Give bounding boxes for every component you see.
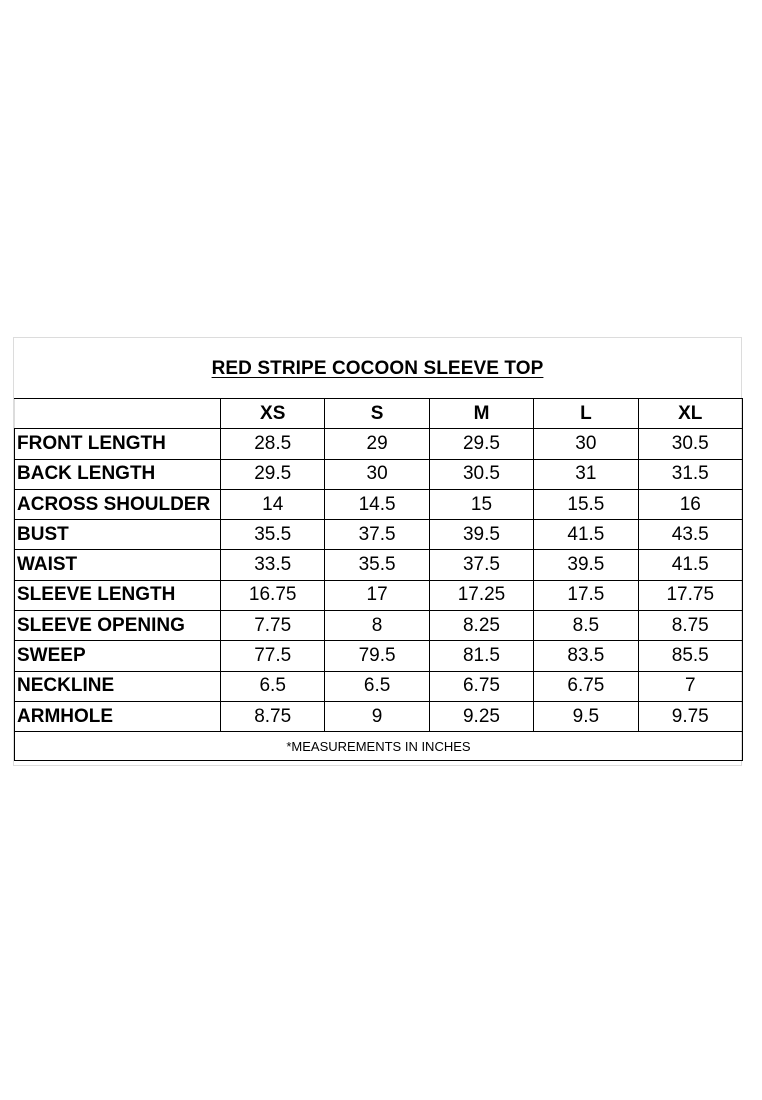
measurement-value: 37.5	[325, 520, 429, 550]
table-row	[15, 520, 743, 550]
measurement-value: 15.5	[534, 489, 638, 519]
note-row	[15, 732, 743, 761]
measurement-value: 29.5	[429, 429, 533, 459]
table-row	[15, 671, 743, 701]
measurement-value: 33.5	[221, 550, 325, 580]
measurement-value: 8.75	[221, 701, 325, 731]
measurement-value: 41.5	[534, 520, 638, 550]
measurement-value: 7	[638, 671, 742, 701]
measurement-value: 31.5	[638, 459, 742, 489]
chart-title: RED STRIPE COCOON SLEEVE TOP	[211, 358, 544, 379]
table-body	[15, 429, 743, 732]
table-row	[15, 611, 743, 641]
measurement-value: 30	[534, 429, 638, 459]
measurement-label: NECKLINE	[15, 671, 221, 701]
measurement-value: 9	[325, 701, 429, 731]
measurement-value: 9.75	[638, 701, 742, 731]
table-row	[15, 641, 743, 671]
measurement-note: *MEASUREMENTS IN INCHES	[15, 732, 743, 761]
measurement-value: 14	[221, 489, 325, 519]
table-row	[15, 550, 743, 580]
size-header-m: M	[429, 399, 533, 429]
measurement-value: 17.25	[429, 580, 533, 610]
table-row	[15, 580, 743, 610]
size-header-xl: XL	[638, 399, 742, 429]
measurement-value: 30.5	[638, 429, 742, 459]
measurement-value: 37.5	[429, 550, 533, 580]
measurement-value: 30	[325, 459, 429, 489]
measurement-value: 14.5	[325, 489, 429, 519]
measurement-value: 6.5	[325, 671, 429, 701]
measurement-value: 39.5	[429, 520, 533, 550]
measurement-value: 43.5	[638, 520, 742, 550]
measurement-value: 8.75	[638, 611, 742, 641]
measurement-label: BUST	[15, 520, 221, 550]
size-table	[14, 398, 743, 761]
header-row	[15, 399, 743, 429]
measurement-value: 8.25	[429, 611, 533, 641]
measurement-value: 16	[638, 489, 742, 519]
measurement-value: 15	[429, 489, 533, 519]
size-chart	[13, 337, 742, 766]
measurement-value: 41.5	[638, 550, 742, 580]
size-header-l: L	[534, 399, 638, 429]
measurement-value: 9.5	[534, 701, 638, 731]
measurement-value: 8.5	[534, 611, 638, 641]
measurement-value: 85.5	[638, 641, 742, 671]
measurement-value: 35.5	[221, 520, 325, 550]
title-row	[14, 338, 741, 398]
measurement-value: 9.25	[429, 701, 533, 731]
table-row	[15, 459, 743, 489]
measurement-label: SWEEP	[15, 641, 221, 671]
measurement-value: 17	[325, 580, 429, 610]
measurement-value: 17.5	[534, 580, 638, 610]
measurement-label: BACK LENGTH	[15, 459, 221, 489]
measurement-label: ARMHOLE	[15, 701, 221, 731]
measurement-value: 29	[325, 429, 429, 459]
measurement-value: 7.75	[221, 611, 325, 641]
size-header-xs: XS	[221, 399, 325, 429]
measurement-value: 81.5	[429, 641, 533, 671]
measurement-label: ACROSS SHOULDER	[15, 489, 221, 519]
measurement-value: 77.5	[221, 641, 325, 671]
table-row	[15, 489, 743, 519]
measurement-label: SLEEVE LENGTH	[15, 580, 221, 610]
measurement-value: 6.5	[221, 671, 325, 701]
measurement-value: 79.5	[325, 641, 429, 671]
header-corner-cell	[15, 399, 221, 429]
measurement-value: 30.5	[429, 459, 533, 489]
table-row	[15, 429, 743, 459]
measurement-value: 17.75	[638, 580, 742, 610]
measurement-value: 31	[534, 459, 638, 489]
measurement-label: FRONT LENGTH	[15, 429, 221, 459]
measurement-label: SLEEVE OPENING	[15, 611, 221, 641]
measurement-value: 16.75	[221, 580, 325, 610]
measurement-value: 8	[325, 611, 429, 641]
measurement-value: 6.75	[534, 671, 638, 701]
table-row	[15, 701, 743, 731]
measurement-value: 28.5	[221, 429, 325, 459]
size-header-s: S	[325, 399, 429, 429]
measurement-value: 29.5	[221, 459, 325, 489]
measurement-value: 35.5	[325, 550, 429, 580]
measurement-value: 83.5	[534, 641, 638, 671]
measurement-label: WAIST	[15, 550, 221, 580]
measurement-value: 39.5	[534, 550, 638, 580]
measurement-value: 6.75	[429, 671, 533, 701]
